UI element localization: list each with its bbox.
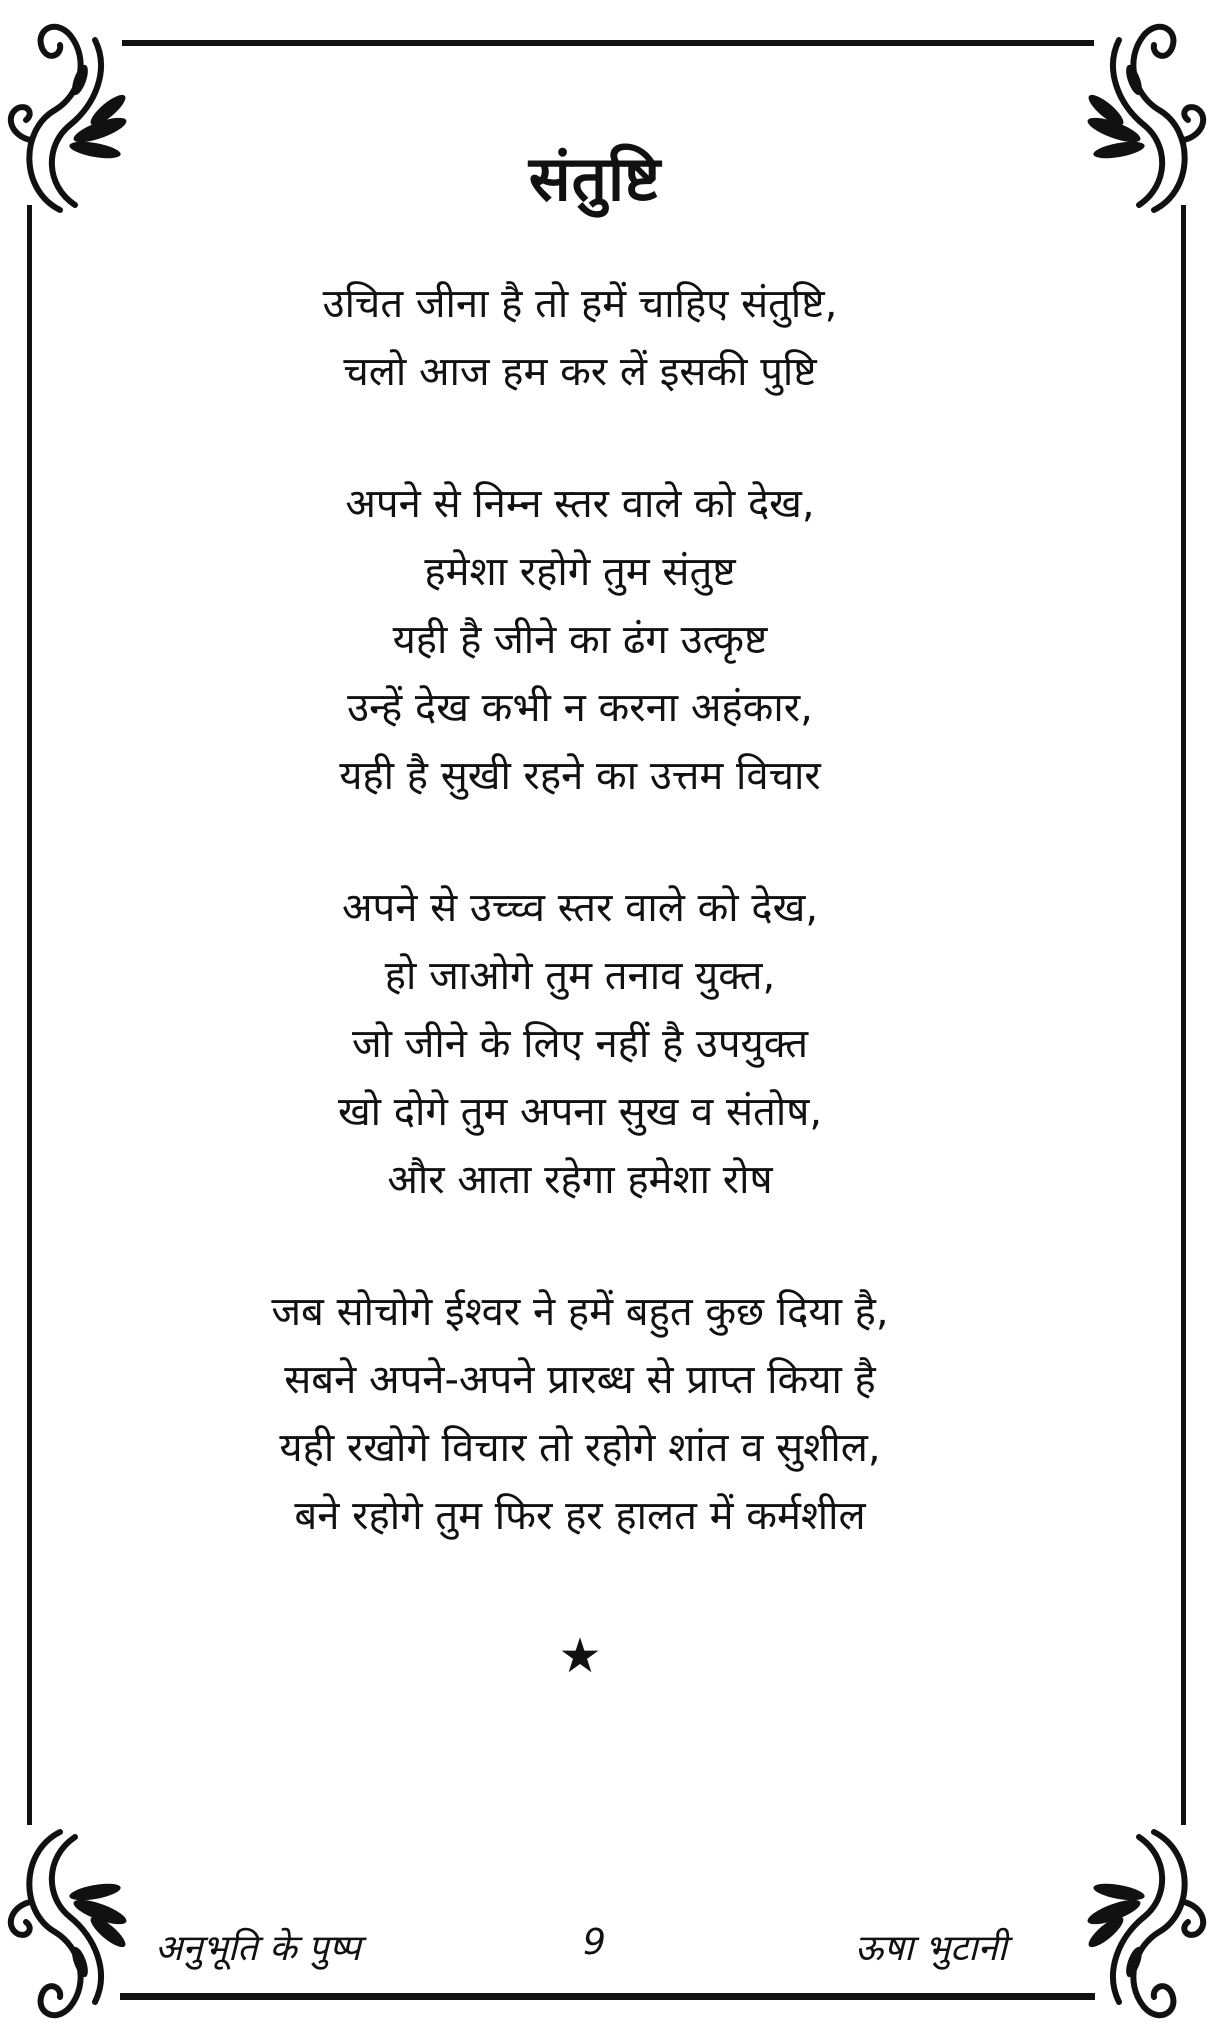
footer-page-number: 9 xyxy=(583,1922,606,1963)
stanza xyxy=(0,270,1160,406)
poem-title: संतुष्टि xyxy=(528,142,662,215)
corner-ornament-icon xyxy=(1079,1822,1214,2032)
stanza xyxy=(0,874,1160,1214)
poem-line: यही है जीने का ढंग उत्कृष्ट xyxy=(392,617,768,663)
poem-line: सबने अपने-अपने प्रारब्ध से प्राप्त किया है xyxy=(284,1357,876,1403)
poem-line: बने रहोगे तुम फिर हर हालत में कर्मशील xyxy=(294,1493,866,1539)
poem-line: यही है सुखी रहने का उत्तम विचार xyxy=(339,753,821,799)
poem-line: यही रखोगे विचार तो रहोगे शांत व सुशील, xyxy=(279,1425,881,1471)
star-icon: ★ xyxy=(558,1628,602,1684)
poem-line: हो जाओगे तुम तनाव युक्त, xyxy=(384,953,776,999)
poem-line: चलो आज हम कर लें इसकी पुष्टि xyxy=(343,349,817,395)
corner-ornament-icon xyxy=(0,1822,135,2032)
poem-body xyxy=(0,270,1160,1550)
poem-line: जब सोचोगे ईश्वर ने हमें बहुत कुछ दिया है, xyxy=(271,1289,889,1335)
poem-line: उन्हें देख कभी न करना अहंकार, xyxy=(347,685,813,731)
poem-line: और आता रहेगा हमेशा रोष xyxy=(387,1157,773,1203)
border-bottom xyxy=(120,1993,1095,2000)
poem-line: खो दोगे तुम अपना सुख व संतोष, xyxy=(337,1089,823,1135)
poem-line: अपने से निम्न स्तर वाले को देख, xyxy=(345,481,815,527)
poem-line: जो जीने के लिए नहीं है उपयुक्त xyxy=(351,1021,808,1067)
poem-line: हमेशा रहोगे तुम संतुष्ट xyxy=(424,549,736,595)
poem-line: उचित जीना है तो हमें चाहिए संतुष्टि, xyxy=(322,281,838,327)
poem-line: अपने से उच्च्व स्तर वाले को देख, xyxy=(341,885,819,931)
footer-author: ऊषा भुटानी xyxy=(855,1928,1007,1969)
stanza xyxy=(0,1278,1160,1550)
border-top xyxy=(122,40,1094,46)
stanza xyxy=(0,470,1160,810)
border-right xyxy=(1181,205,1186,1825)
footer-book-title: अनुभूति के पुष्प xyxy=(155,1928,361,1969)
